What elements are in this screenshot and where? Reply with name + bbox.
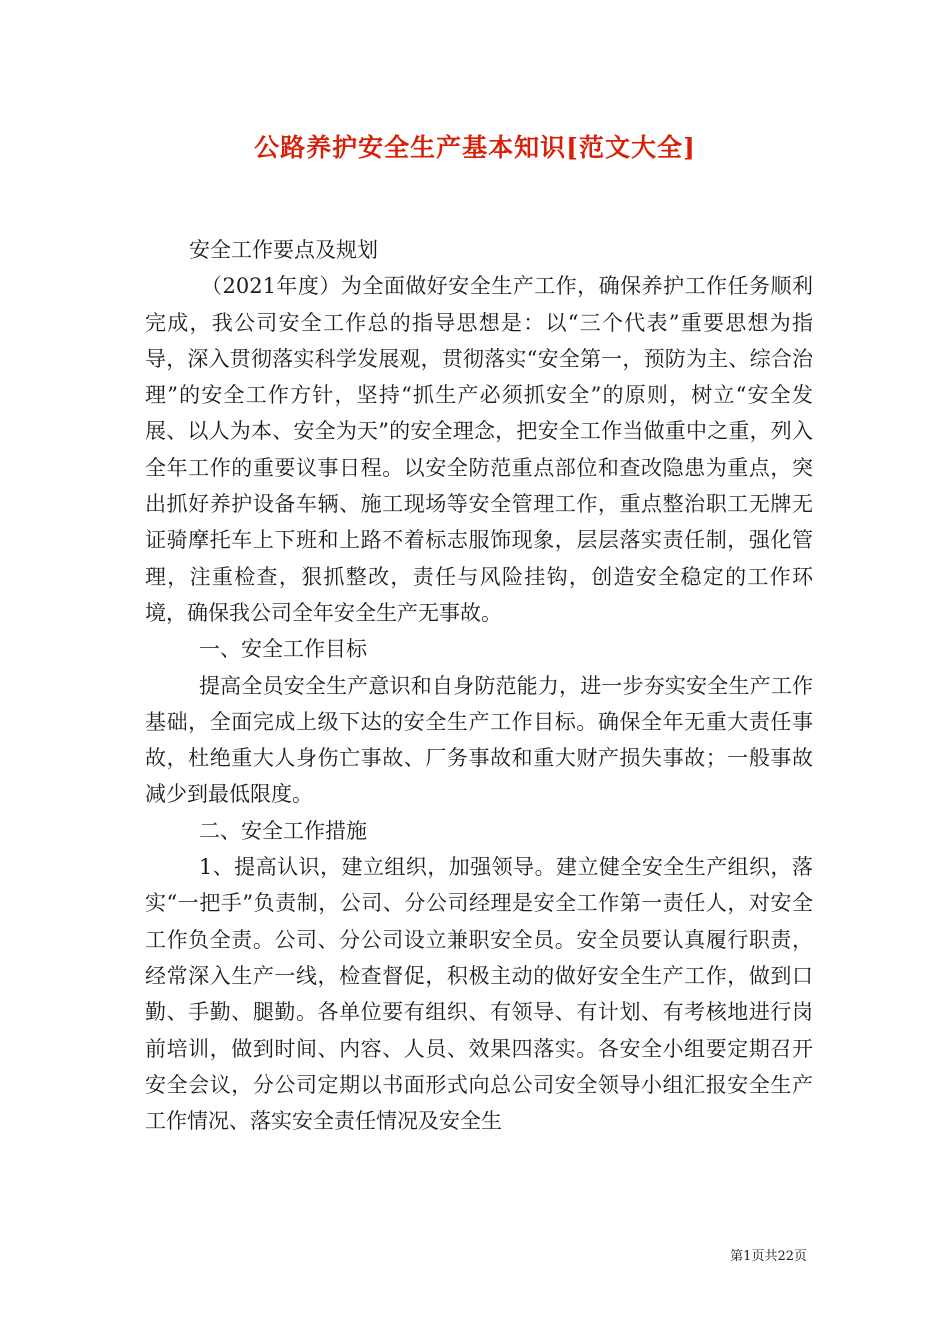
section-heading-goals: 一、安全工作目标: [199, 637, 367, 662]
page-number: 第1页共22页: [730, 1249, 807, 1264]
section-heading-measures: 二、安全工作措施: [199, 818, 367, 843]
paragraph-measures: 1、提高认识，建立组织，加强领导。建立健全安全生产组织，落实“一把手”负责制，公司、分公司经理是安全工作第一责任人，对安全工作负全责。公司、分公司设立兼职安全员。安全员要认真履行职责，经常深入生产一线，检查督促，积极主动的做好安全生产工作，做到口勤、手勤、腿勤。各单位要有组织、有领导、有计划、有考核地进行岗前培训，做到时间、内容、人员、效果四落实。各安全小组要定期召开安全会议，分公司定期以书面形式向总公司安全领导小组汇报安全生产工作情况、落实安全责任情况及安全生: [145, 855, 813, 1134]
document-body: [145, 232, 813, 1139]
paragraph-goals: 提高全员安全生产意识和自身防范能力，进一步夯实安全生产工作基础，全面完成上级下达的安全生产工作目标。确保全年无重大责任事故，杜绝重大人身伤亡事故、厂务事故和重大财产损失事故；一般事故减少到最低限度。: [145, 673, 813, 807]
section-heading-plan: 安全工作要点及规划: [189, 238, 378, 262]
paragraph-intro: （2021年度）为全面做好安全生产工作，确保养护工作任务顺利完成，我公司安全工作总的指导思想是：以“三个代表”重要思想为指导，深入贯彻落实科学发展观，贯彻落实“安全第一，预防为主、综合治理”的安全工作方针，坚持“抓生产必须抓安全”的原则，树立“安全发展、以人为本、安全为天”的安全理念，把安全工作当做重中之重，列入全年工作的重要议事日程。以安全防范重点部位和查改隐患为重点，突出抓好养护设备车辆、施工现场等安全管理工作，重点整治职工无牌无证骑摩托车上下班和上路不着标志服饰现象，层层落实责任制，强化管理，注重检查，狠抓整改，责任与风险挂钩，创造安全稳定的工作环境，确保我公司全年安全生产无事故。: [145, 274, 813, 625]
document-title: 公路养护安全生产基本知识[范文大全]: [254, 133, 696, 162]
